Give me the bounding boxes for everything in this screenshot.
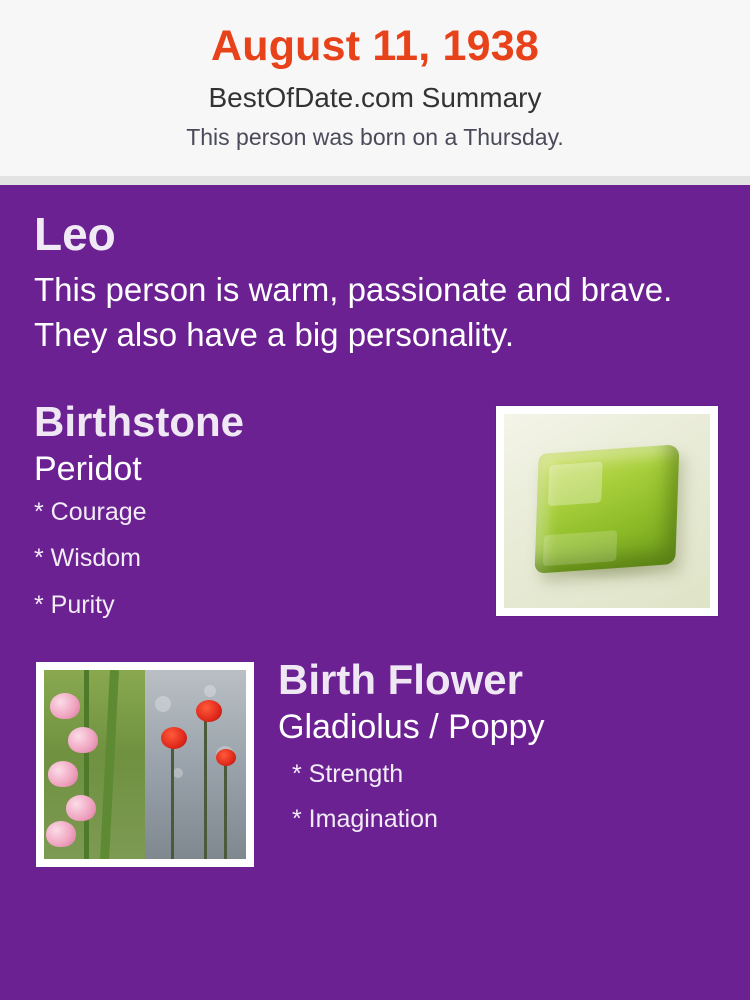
bokeh-dot xyxy=(173,768,183,778)
site-summary-label: BestOfDate.com Summary xyxy=(208,82,542,114)
page-title: August 11, 1938 xyxy=(210,22,540,70)
gladiolus-bloom-icon xyxy=(48,761,78,787)
birth-flower-title: Birth Flower xyxy=(278,655,524,703)
gladiolus-bloom-icon xyxy=(50,693,80,719)
birth-flower-section xyxy=(32,656,718,871)
birthstone-trait: * Courage xyxy=(34,497,147,526)
birth-flower-trait: * Imagination xyxy=(292,805,438,834)
gladiolus-stem xyxy=(84,670,89,859)
zodiac-section xyxy=(32,207,718,358)
gladiolus-bloom-icon xyxy=(46,821,76,847)
weekday-note: This person was born on a Thursday. xyxy=(186,124,564,151)
birthstone-section xyxy=(32,398,718,628)
birthstone-trait: * Purity xyxy=(34,590,115,619)
poppy-bloom-icon xyxy=(161,727,187,749)
birthstone-photo-image xyxy=(504,414,710,608)
poppy-stem xyxy=(224,761,227,859)
birth-flower-name: Gladiolus / Poppy xyxy=(278,708,545,747)
bokeh-dot xyxy=(155,696,171,712)
header-divider xyxy=(0,176,750,185)
birth-flower-text xyxy=(278,656,718,834)
zodiac-sign-name: Leo xyxy=(34,208,116,260)
birth-flower-photo xyxy=(36,662,254,867)
birth-flower-photo-image xyxy=(44,670,246,859)
poppy-photo-half xyxy=(145,670,246,859)
poppy-bloom-icon xyxy=(196,700,222,722)
birthstone-photo xyxy=(496,406,718,616)
birthstone-trait: * Wisdom xyxy=(34,544,141,573)
gladiolus-leaf xyxy=(100,670,119,859)
gladiolus-bloom-icon xyxy=(68,727,98,753)
card-header xyxy=(0,0,750,176)
birth-flower-trait: * Strength xyxy=(292,759,404,788)
poppy-bloom-icon xyxy=(216,749,236,766)
birthstone-name: Peridot xyxy=(34,450,142,489)
zodiac-description: This person is warm, passionate and brave. They also have a big personality. xyxy=(34,271,673,354)
peridot-gem-icon xyxy=(535,444,680,574)
poppy-stem xyxy=(204,712,207,859)
gladiolus-bloom-icon xyxy=(66,795,96,821)
birthstone-title: Birthstone xyxy=(34,397,244,445)
card-body xyxy=(0,185,750,871)
gladiolus-photo-half xyxy=(44,670,145,859)
bokeh-dot xyxy=(204,685,216,697)
poppy-stem xyxy=(171,738,174,859)
